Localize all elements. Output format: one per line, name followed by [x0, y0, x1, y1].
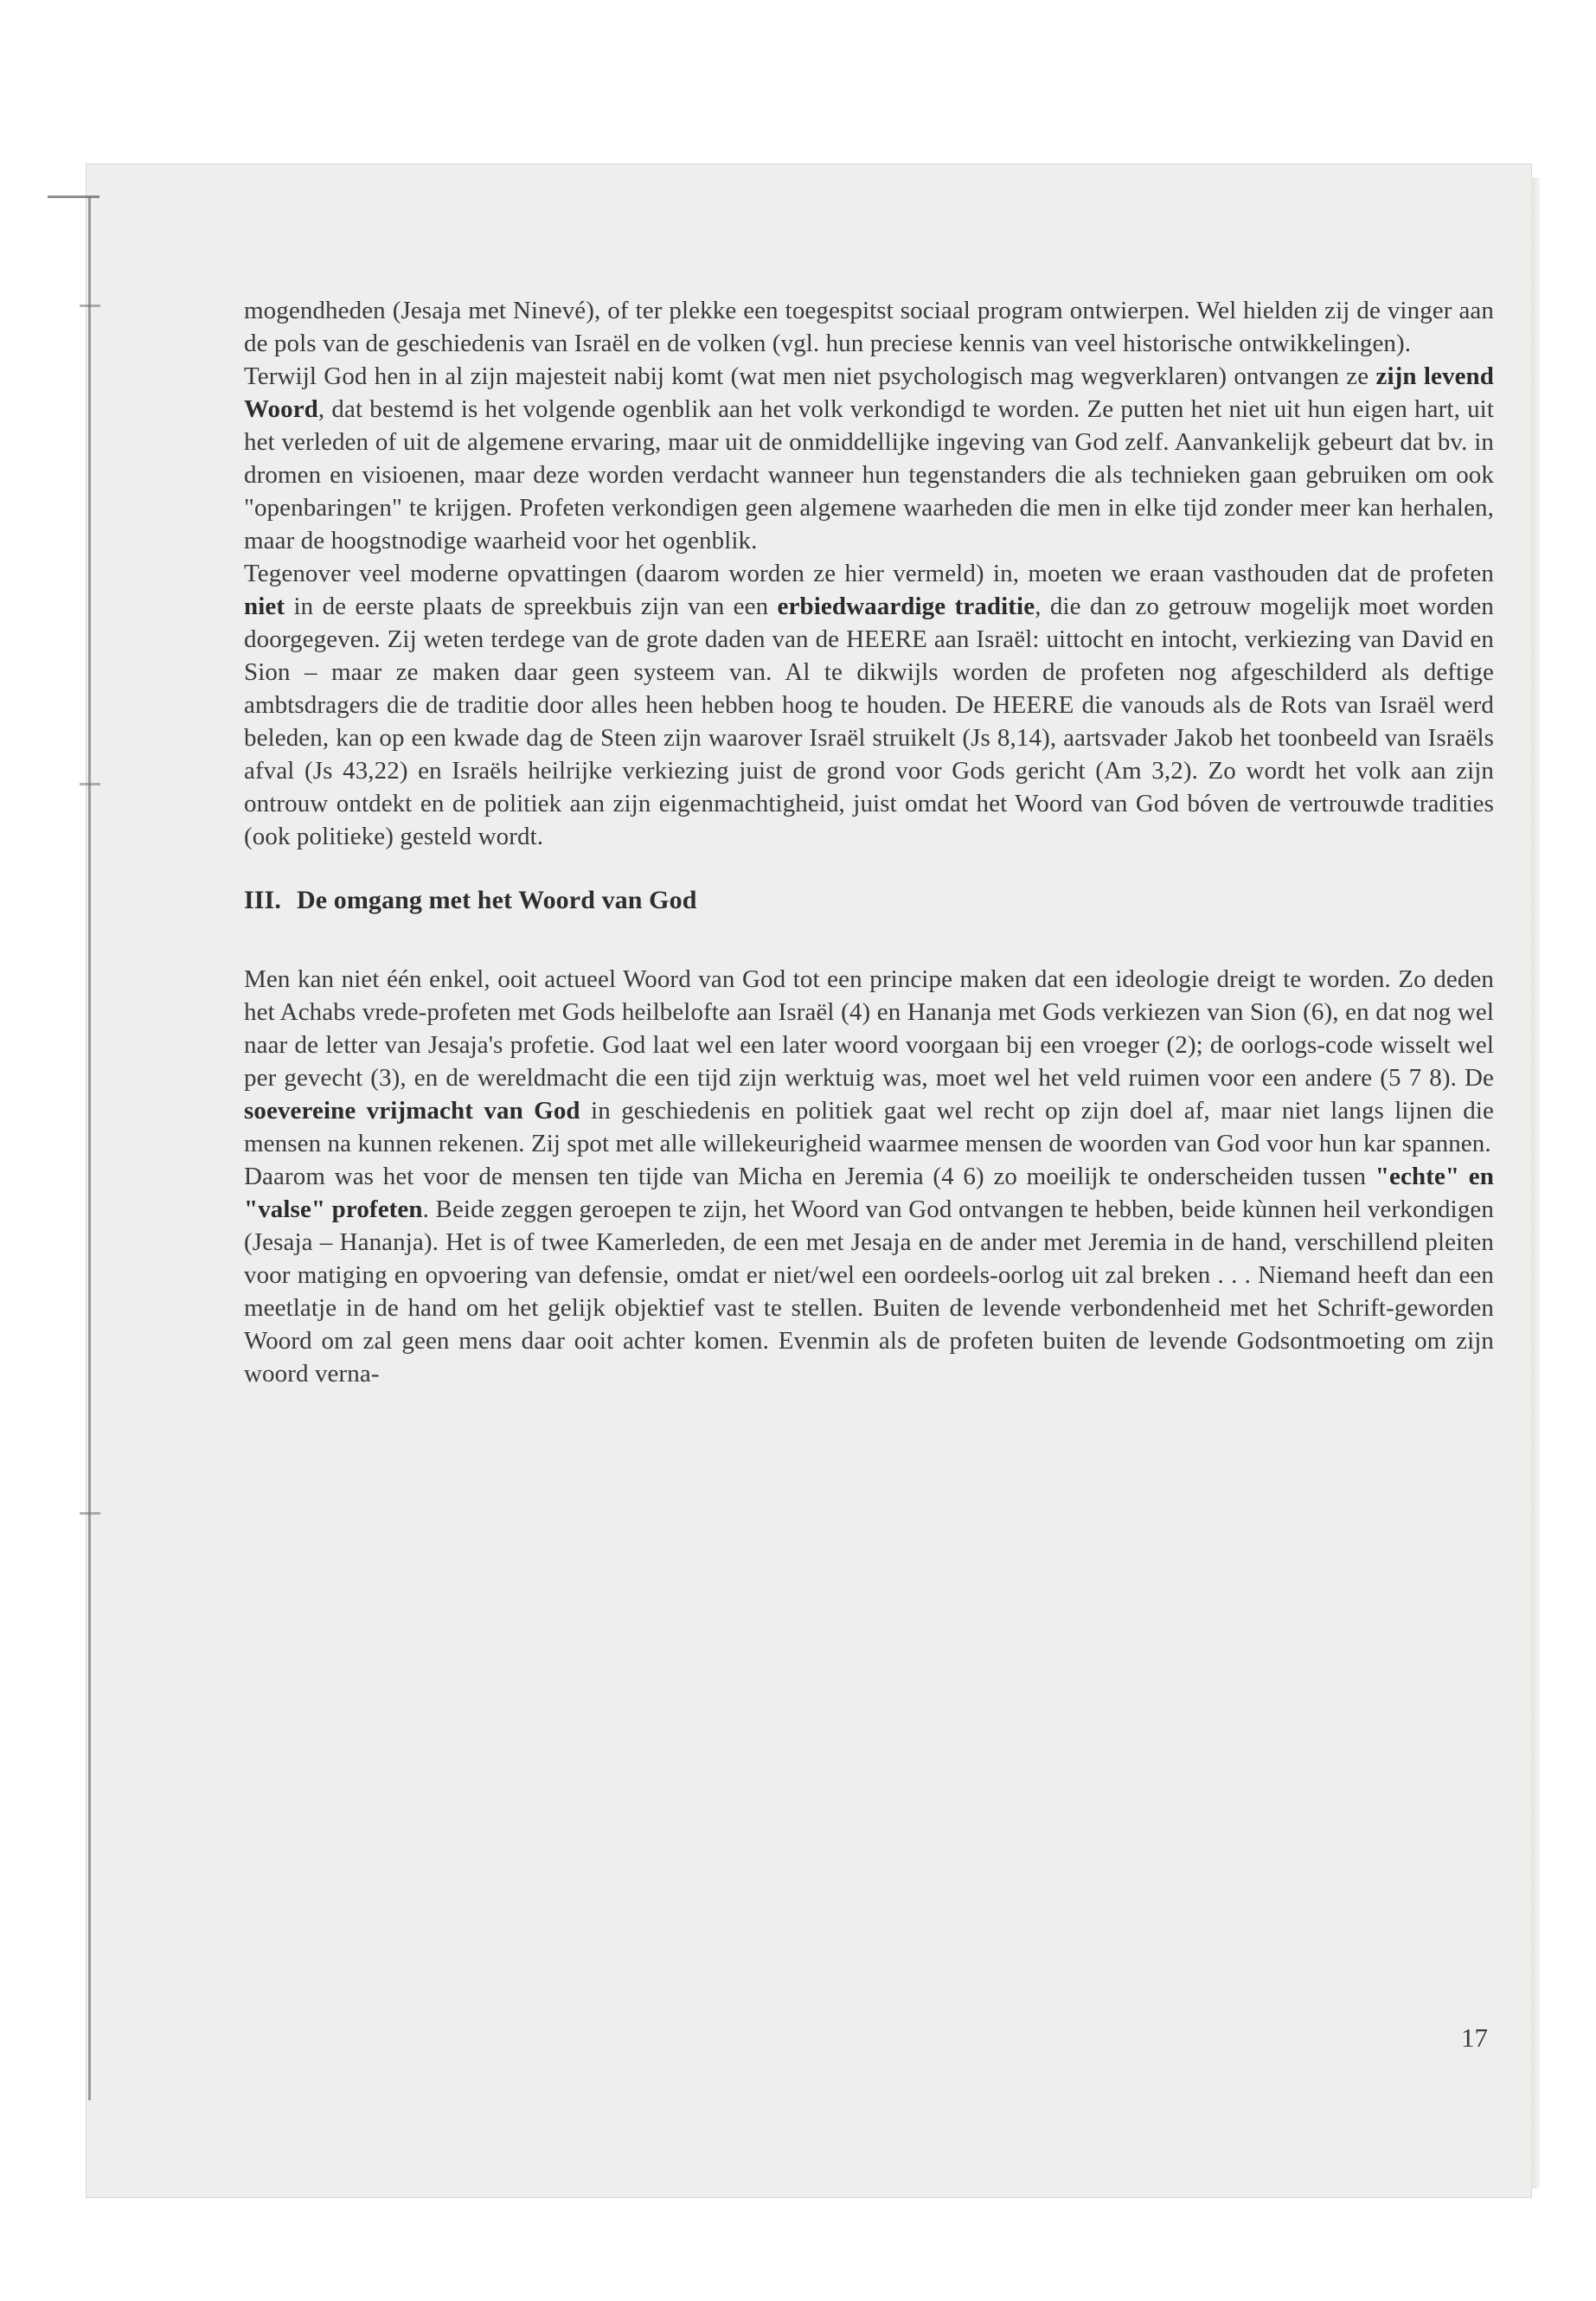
- paragraph-4: Men kan niet één enkel, ooit actueel Woord van God tot een principe maken dat een ideologie dreigt te worden. Zo deden het Achabs vrede-profeten met Gods heilbelofte aan Israël (4) en Hananja met Gods verkiezen van Sion (6), en dat nog wel naar de letter van Jesaja's profetie. God laat wel een later woord voorgaan bij een vroeger (2); de oorlogs-code wisselt wel per gevecht (3), en de wereldmacht die een tijd zijn werktuig was, moet wel het veld ruimen voor een andere (5 7 8). De soevereine vrijmacht van God in geschiedenis en politiek gaat wel recht op zijn doel af, maar niet langs lijnen die mensen na kunnen rekenen. Zij spot met alle willekeurigheid waarmee mensen de woorden van God voor hun kar spannen.: [244, 965, 1494, 1157]
- section-number: III.: [244, 886, 281, 914]
- body-text: [244, 294, 1494, 1390]
- section-heading: [244, 884, 1494, 917]
- binding-tick: [80, 304, 100, 307]
- binding-cap: [48, 195, 99, 198]
- emphasis: erbiedwaardige traditie: [777, 593, 1035, 620]
- binding-line: [88, 197, 91, 2100]
- binding-tick: [80, 1512, 100, 1515]
- emphasis: "echte" en "valse" profeten: [244, 1163, 1494, 1223]
- page-number: 17: [1461, 2022, 1488, 2053]
- page-edge: [1531, 177, 1540, 2189]
- emphasis: niet: [244, 593, 285, 620]
- emphasis: soevereine vrijmacht van God: [244, 1097, 580, 1125]
- section-title: De omgang met het Woord van God: [296, 886, 697, 914]
- emphasis: zijn levend Woord: [244, 362, 1495, 423]
- paragraph-1: mogendheden (Jesaja met Ninevé), of ter plekke een toegespitst sociaal program ontwierpen. Wel hielden zij de vinger aan de pols van de geschiedenis van Israël en de volken (vgl. hun preciese kennis van veel historische ontwikkelingen).: [244, 297, 1494, 357]
- paragraph-2: Terwijl God hen in al zijn majesteit nabij komt (wat men niet psychologisch mag wegverklaren) ontvangen ze zijn levend Woord, dat bestemd is het volgende ogenblik aan het volk verkondigd te worden. Ze putten het niet uit hun eigen hart, uit het verleden of uit de algemene ervaring, maar uit de onmiddellijke ingeving van God zelf. Aanvankelijk gebeurt dat bv. in dromen en visioenen, maar deze worden verdacht wanneer hun tegenstanders die als technieken gaan gebruiken om ook "openbaringen" te krijgen. Profeten verkondigen geen algemene waarheden die men in elke tijd zonder meer kan herhalen, maar de hoogstnodige waarheid voor het ogenblik.: [244, 362, 1495, 554]
- binding-tick: [80, 783, 100, 785]
- paragraph-3: Tegenover veel moderne opvattingen (daarom worden ze hier vermeld) in, moeten we eraan vasthouden dat de profeten niet in de eerste plaats de spreekbuis zijn van een erbiedwaardige traditie, die dan zo getrouw mogelijk moet worden doorgegeven. Zij weten terdege van de grote daden van de HEERE aan Israël: uittocht en intocht, verkiezing van David en Sion – maar ze maken daar geen systeem van. Al te dikwijls worden de profeten nog afgeschilderd als deftige ambtsdragers die de traditie door alles heen hebben hoog te houden. De HEERE die vanouds als de Rots van Israël werd beleden, kan op een kwade dag de Steen zijn waarover Israël struikelt (Js 8,14), aartsvader Jakob het toonbeeld van Israëls afval (Js 43,22) en Israëls heilrijke verkiezing juist de grond voor Gods gericht (Am 3,2). Zo wordt het volk aan zijn ontrouw ontdekt en de politiek aan zijn eigenmachtigheid, juist omdat het Woord van God bóven de vertrouwde tradities (ook politieke) gesteld wordt.: [244, 560, 1495, 850]
- paragraph-5: Daarom was het voor de mensen ten tijde van Micha en Jeremia (4 6) zo moeilijk te onderscheiden tussen "echte" en "valse" profeten. Beide zeggen geroepen te zijn, het Woord van God ontvangen te hebben, beide kùnnen heil verkondigen (Jesaja – Hananja). Het is of twee Kamerleden, de een met Jesaja en de ander met Jeremia in de hand, verschillend pleiten voor matiging en opvoering van defensie, omdat er niet/wel een oordeels-oorlog uit zal breken . . . Niemand heeft dan een meetlatje in de hand om het gelijk objektief vast te stellen. Buiten de levende verbondenheid met het Schrift-geworden Woord om zal geen mens daar ooit achter komen. Evenmin als de profeten buiten de levende Godsontmoeting om zijn woord verna-: [244, 1163, 1494, 1388]
